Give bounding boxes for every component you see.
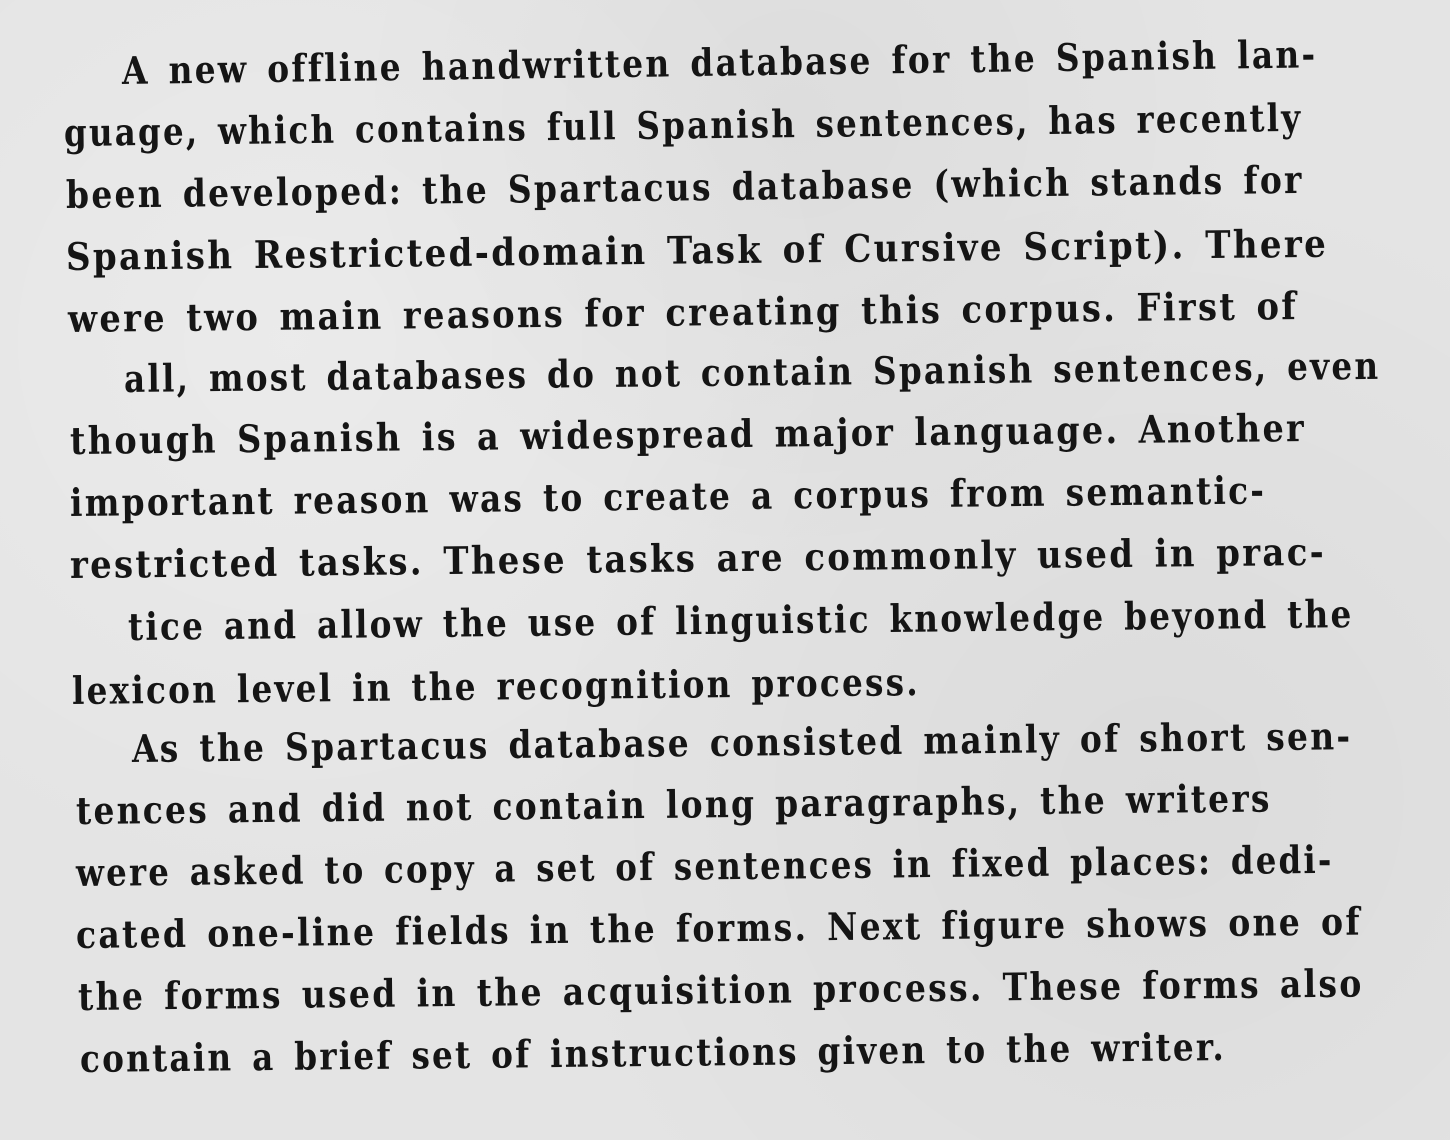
text-line-1: A new offline handwritten database for the Spanish lan- <box>121 31 1318 93</box>
text-line-16: the forms used in the acquisition process. These forms also <box>77 960 1364 1019</box>
text-line-10: tice and allow the use of linguistic knowledge beyond the <box>127 591 1354 649</box>
text-line-14: were asked to copy a set of sentences in fixed places: dedi- <box>75 836 1334 895</box>
text-line-2: guage, which contains full Spanish sentences, has recently <box>63 94 1303 155</box>
text-line-15: cated one-line fields in the forms. Next figure shows one of <box>75 898 1363 957</box>
text-line-8: important reason was to create a corpus from semantic- <box>69 467 1267 525</box>
text-line-12: As the Spartacus database consisted mainly of short sen- <box>131 713 1353 771</box>
text-line-17: contain a brief set of instructions given to the writer. <box>79 1024 1227 1081</box>
text-line-11: lexicon level in the recognition process. <box>71 659 921 713</box>
text-line-9: restricted tasks. These tasks are commonly used in prac- <box>69 528 1327 587</box>
text-line-6: all, most databases do not contain Spanish sentences, even <box>123 342 1381 401</box>
text-line-3: been developed: the Spartacus database (which stands for <box>65 156 1304 217</box>
text-line-7: though Spanish is a widespread major language. Another <box>69 405 1307 463</box>
text-line-5: were two main reasons for creating this corpus. First of <box>67 283 1299 341</box>
text-line-4: Spanish Restricted-domain Task of Cursive Script). There <box>65 220 1329 279</box>
text-line-13: tences and did not contain long paragraphs, the writers <box>75 775 1272 833</box>
